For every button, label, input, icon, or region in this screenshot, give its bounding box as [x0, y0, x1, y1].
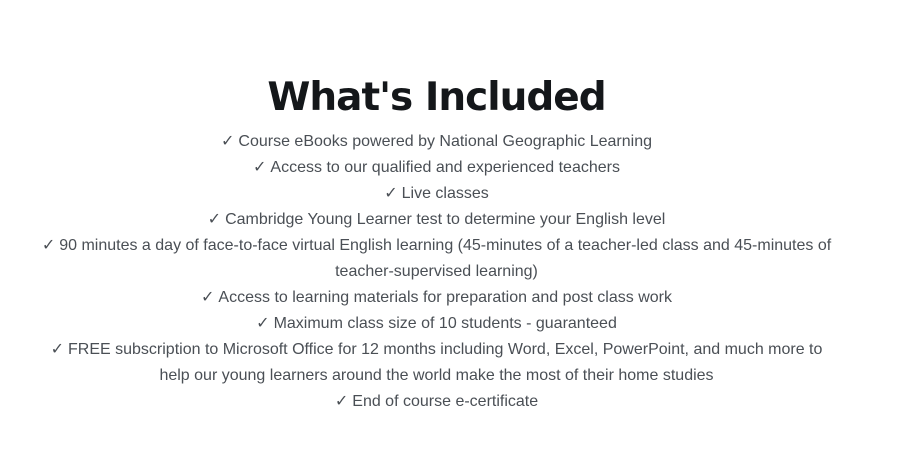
list-item-text: Course eBooks powered by National Geographic Learning: [238, 133, 652, 150]
list-item-text: Cambridge Young Learner test to determine your English level: [225, 211, 666, 228]
list-item: [40, 337, 833, 389]
check-icon: ✓: [50, 341, 64, 358]
list-item-text: Access to learning materials for preparation and post class work: [218, 289, 672, 306]
list-item-text: 90 minutes a day of face-to-face virtual English learning (45-minutes of a teacher-led class and 45-minutes of teacher-supervised learning): [59, 237, 832, 280]
check-icon: ✓: [334, 393, 349, 410]
list-item: [40, 311, 833, 337]
list-item-text: Live classes: [401, 185, 489, 202]
list-item: [40, 207, 833, 233]
check-icon: ✓: [207, 211, 222, 228]
check-icon: ✓: [201, 289, 215, 306]
list-item: [40, 129, 833, 155]
section-title: What's Included: [267, 75, 606, 120]
included-list: [40, 129, 833, 415]
list-item-text: Access to our qualified and experienced teachers: [270, 159, 620, 176]
list-item: [40, 155, 833, 181]
list-item: [40, 181, 833, 207]
list-item-text: Maximum class size of 10 students - guaranteed: [273, 315, 617, 332]
check-icon: ✓: [253, 159, 267, 176]
check-icon: ✓: [221, 133, 235, 150]
check-icon: ✓: [384, 185, 398, 202]
list-item-text: End of course e-certificate: [352, 393, 539, 410]
list-item: [40, 285, 833, 311]
list-item-text: FREE subscription to Microsoft Office for 12 months including Word, Excel, PowerPoint, and much more to help our young learners around the world make the most of their home studies: [68, 341, 823, 384]
list-item: [40, 233, 833, 285]
check-icon: ✓: [256, 315, 270, 332]
check-icon: ✓: [41, 237, 56, 254]
list-item: [40, 389, 833, 415]
